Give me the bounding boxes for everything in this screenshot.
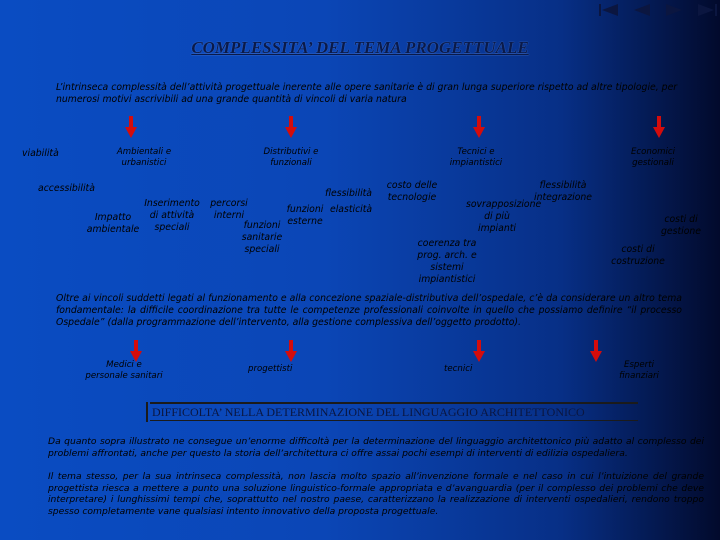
- intro-text: L’intrinseca complessità dell’attività progettuale inerente alle opere sanitarie è di gran lunga superiore rispetto ad altre tipologie, per numerosi motivi ascrivibili ad una grande quantità di vincoli di varia natura: [56, 82, 678, 105]
- actor-esperti: Esperti finanziari: [619, 360, 659, 381]
- next-slide-icon[interactable]: [660, 2, 688, 18]
- middle-text: Oltre ai vincoli suddetti legati al funzionamento e alla concezione spaziale-distributiva dell’ospedale, c’è da considerare un altro tema fondamentale: la difficile coordinazione tra tutte le competenze professionali coinvolte in quello che possiamo definire “il processo Ospedale” (dalla programmazione dell’intervento, alla gestione complessiva dell’oggetto prodotto).: [56, 293, 682, 328]
- actor-medici: Medici e personale sanitari: [85, 360, 163, 381]
- label-costi-costruzione: costi di costruzione: [611, 244, 665, 267]
- bottom-paragraph-2: Il tema stesso, per la sua intrinseca complessità, non lascia molto spazio all’invenzione formale e nel caso in cui l’intuizione del grande progettista riesca a mettere a punto una soluzione linguistico-formale appropriata e d’avanguardia (per il complesso dei problemi che deve interpretare) i lunghissimi tempi che, soprattutto nel nostro paese, caratterizzano la realizzazione di interventi ospedalieri, rendono troppo spesso completamente vane qualsiasi intento innovativo della proposta progettuale.: [48, 471, 704, 517]
- label-coerenza: coerenza tra prog. arch. e sistemi impiantistici: [417, 238, 477, 285]
- label-costi-gestione: costi di gestione: [661, 214, 701, 237]
- category-tecnici: Tecnici e impiantistici: [449, 147, 503, 168]
- arrow-icon: [653, 116, 665, 138]
- label-flessibilita: flessibilità: [325, 188, 372, 199]
- category-ambientali: Ambientali e urbanistici: [116, 147, 172, 168]
- arrow-icon: [125, 116, 137, 138]
- category-economici: Economici gestionali: [631, 147, 675, 168]
- label-sovrapposizione: sovrapposizione di più impianti: [466, 199, 542, 234]
- label-accessibilita: accessibilità: [38, 183, 95, 194]
- category-distributivi: Distributivi e funzionali: [263, 147, 319, 168]
- difficulty-banner: [150, 402, 638, 421]
- label-funzioni-esterne: funzioni esterne: [286, 204, 324, 227]
- arrow-icon: [130, 340, 142, 362]
- actor-progettisti: progettisti: [248, 364, 293, 374]
- actor-tecnici: tecnici: [444, 364, 473, 374]
- previous-slide-icon[interactable]: [628, 2, 656, 18]
- label-impatto-ambientale: Impatto ambientale: [86, 212, 140, 235]
- arrow-icon: [285, 116, 297, 138]
- page-title: COMPLESSITA’ DEL TEMA PROGETTUALE: [191, 38, 529, 57]
- label-elasticita: elasticità: [330, 204, 373, 215]
- last-slide-icon[interactable]: [692, 2, 720, 18]
- bottom-paragraph-1: Da quanto sopra illustrato ne consegue un’enorme difficoltà per la determinazione del linguaggio architettonico più adatto al complesso dei problemi affrontati, anche per questo la storia dell’architettura ci offre assai pochi esempi di interventi di edilizia ospedaliera.: [48, 436, 704, 459]
- arrow-icon: [473, 116, 485, 138]
- arrow-icon: [590, 340, 602, 362]
- arrow-icon: [285, 340, 297, 362]
- label-flessibilita-integrazione: flessibilità integrazione: [533, 180, 593, 203]
- label-costo-tecnologie: costo delle tecnologie: [386, 180, 438, 203]
- label-viabilita: viabilità: [22, 148, 59, 159]
- difficulty-banner-text: DIFFICOLTA’ NELLA DETERMINAZIONE DEL LINGUAGGIO ARCHITETTONICO: [152, 405, 585, 419]
- label-percorsi: percorsi interni: [210, 198, 248, 221]
- label-inserimento: Inserimento di attività speciali: [144, 198, 200, 233]
- first-slide-icon[interactable]: [596, 2, 624, 18]
- label-funzioni-sanitarie: funzioni sanitarie speciali: [241, 220, 283, 255]
- arrow-icon: [473, 340, 485, 362]
- slide-navigation: [596, 2, 720, 18]
